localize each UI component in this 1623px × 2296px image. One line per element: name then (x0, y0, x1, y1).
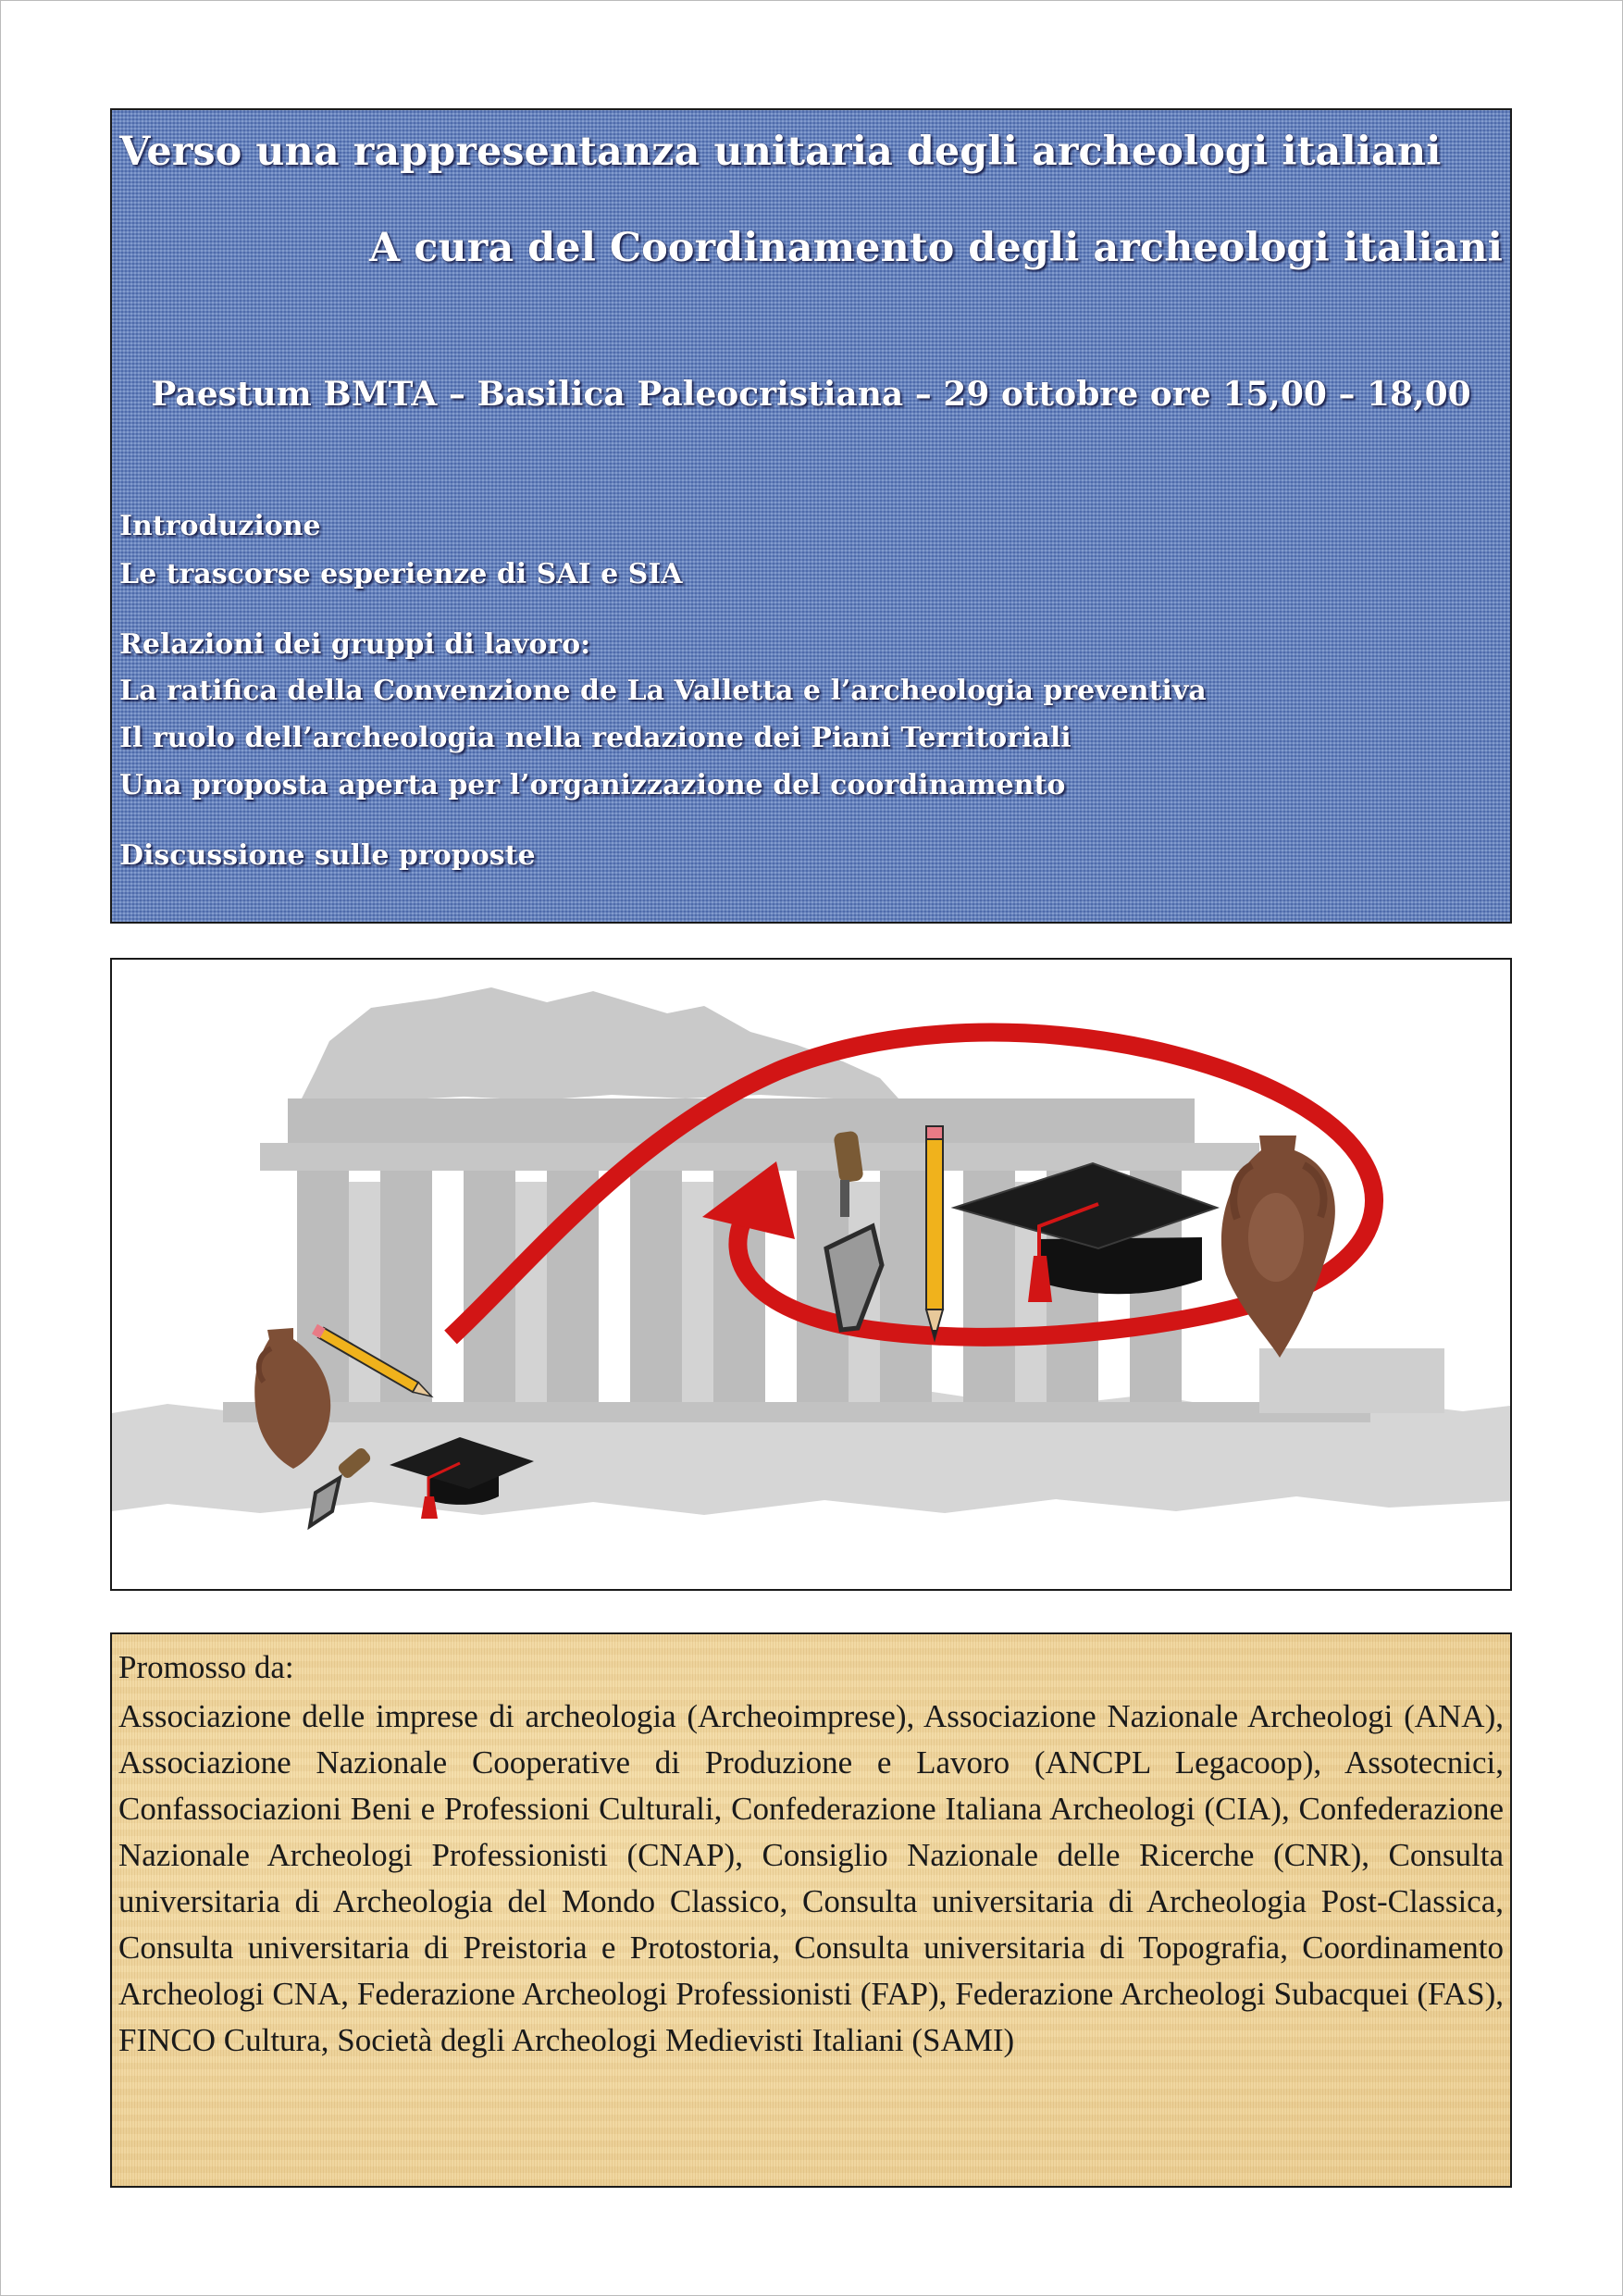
event-subtitle: A cura del Coordinamento degli archeologi italiani (368, 225, 1503, 271)
promoters-list: Associazione delle imprese di archeologia (Archeoimprese), Associazione Nazionale Archeologi (ANA), Associazione Nazionale Cooperative di Produzione e Lavoro (ANCPL Legacoop), Assotecnici, Confassociazioni Beni e Professioni Culturali, Confederazione Italiana Archeologi (CIA), Confederazione Nazionale Archeologi Professionisti (CNAP), Consiglio Nazionale delle Ricerche (CNR), Consulta universitaria di Archeologia del Mondo Classico, Consulta universitaria di Archeologia Post-Classica, Consulta universitaria di Preistoria e Protostoria, Consulta universitaria di Topografia, Coordinamento Archeologi CNA, Federazione Archeologi Professionisti (FAP), Federazione Archeologi Subacquei (FAS), FINCO Cultura, Società degli Archeologi Medievisti Italiani (SAMI) (118, 1698, 1504, 2058)
promoters-heading: Promosso da: (118, 1649, 294, 1685)
promoters-panel (110, 1632, 1512, 2188)
programme-panel (110, 108, 1512, 924)
programme-item: Una proposta aperta per l’organizzazione del coordinamento (119, 769, 1066, 801)
programme-item: Introduzione (119, 510, 321, 542)
programme-item: Il ruolo dell’archeologia nella redazione dei Piani Territoriali (119, 722, 1072, 754)
pencil-icon (926, 1126, 943, 1339)
illustration-artwork (112, 960, 1510, 1589)
programme-item: Discussione sulle proposte (119, 839, 536, 872)
illustration-panel (110, 958, 1512, 1591)
programme-item: La ratifica della Convenzione de La Valletta e l’archeologia preventiva (119, 675, 1207, 707)
event-title: Verso una rappresentanza unitaria degli archeologi italiani (119, 129, 1442, 175)
programme-item: Relazioni dei gruppi di lavoro: (119, 628, 591, 661)
venue-date-line: Paestum BMTA – Basilica Paleocristiana – 29 ottobre ore 15,00 – 18,00 (151, 375, 1471, 414)
programme-item: Le trascorse esperienze di SAI e SIA (119, 558, 683, 590)
